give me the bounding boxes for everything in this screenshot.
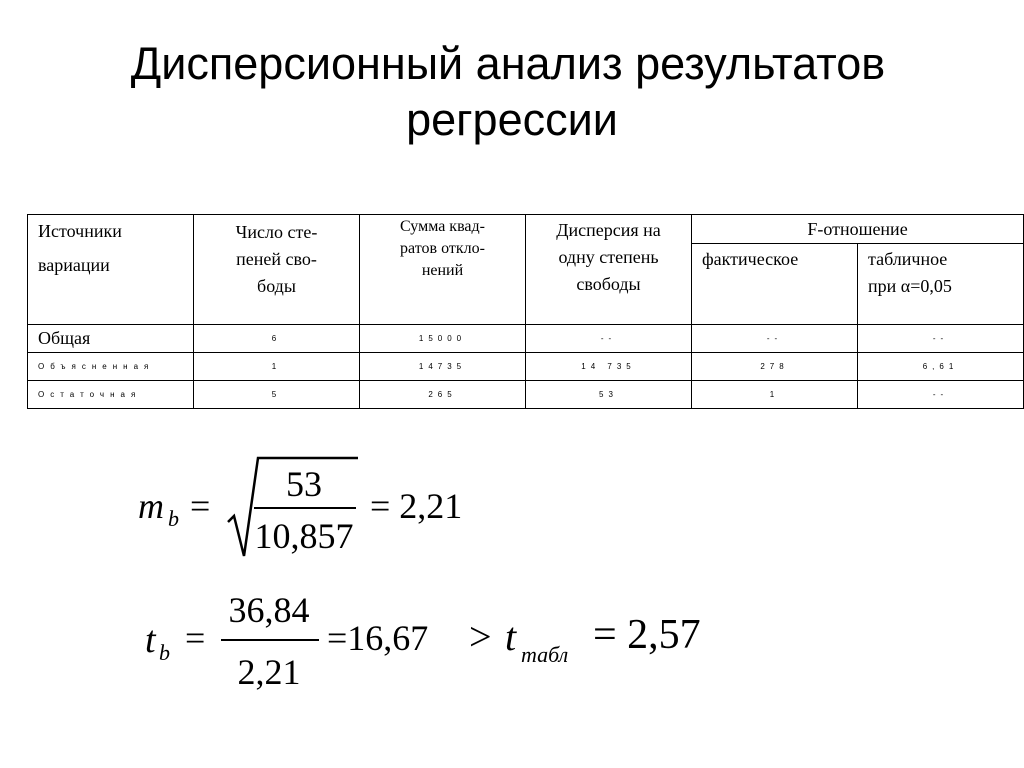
row-dof: 1	[194, 353, 360, 381]
header-source-line: вариации	[38, 255, 110, 275]
table-row	[28, 353, 1024, 381]
row-f-fact: 278	[692, 353, 858, 381]
mb-numerator: 53	[286, 464, 322, 504]
mb-equals: =	[190, 486, 211, 526]
header-source-line: Источники	[38, 221, 122, 241]
header-ss-line: нений	[421, 262, 464, 279]
header-ms-line: свободы	[576, 274, 641, 294]
header-f-table-line: при α=0,05	[868, 276, 952, 296]
header-f-table	[858, 244, 1024, 325]
mb-symbol: m	[138, 486, 164, 526]
header-dof	[194, 215, 360, 325]
row-ms: 14 735	[526, 353, 692, 381]
row-f-fact: 1	[692, 381, 858, 409]
table-row	[28, 381, 1024, 409]
tb-symbol: t	[145, 619, 156, 661]
row-f-table: 6,61	[858, 353, 1024, 381]
header-ms-line: одну степень	[558, 247, 659, 267]
tb-subscript: b	[159, 640, 170, 665]
tb-equals: =	[185, 618, 206, 658]
row-f-fact: --	[692, 325, 858, 353]
row-dof: 5	[194, 381, 360, 409]
row-dof: 6	[194, 325, 360, 353]
header-f-fact: фактическое	[692, 244, 858, 325]
header-ms-line: Дисперсия на	[556, 220, 661, 240]
row-f-table: --	[858, 381, 1024, 409]
mb-result: = 2,21	[370, 486, 463, 526]
header-row-1	[28, 215, 1024, 244]
row-ss: 15000	[360, 325, 526, 353]
row-name: Объясненная	[28, 353, 194, 381]
ttabl-symbol: t	[505, 614, 517, 659]
formula-tb	[143, 588, 743, 698]
header-dof-line: Число сте-	[235, 222, 318, 242]
ttabl-subscript: табл	[521, 642, 569, 667]
header-ss-line: ратов откло-	[400, 240, 485, 257]
ttabl-value: = 2,57	[593, 612, 701, 658]
tb-numerator: 36,84	[228, 590, 310, 630]
table-row	[28, 325, 1024, 353]
slide-title	[0, 36, 1024, 148]
row-name: Остаточная	[28, 381, 194, 409]
row-ms: --	[526, 325, 692, 353]
header-f-group: F-отношение	[692, 215, 1024, 244]
row-f-table: --	[858, 325, 1024, 353]
tb-denominator: 2,21	[237, 652, 301, 692]
mb-denominator: 10,857	[254, 516, 354, 556]
header-source	[28, 215, 194, 325]
header-ss-line: Сумма квад-	[400, 218, 485, 235]
mb-subscript: b	[168, 506, 179, 531]
header-dof-line: боды	[257, 276, 296, 296]
header-dof-line: пеней сво-	[236, 249, 317, 269]
row-ms: 53	[526, 381, 692, 409]
title-line-1: Дисперсионный анализ результатов	[130, 38, 886, 89]
row-ss: 265	[360, 381, 526, 409]
header-f-table-line: табличное	[868, 249, 948, 269]
row-ss: 14735	[360, 353, 526, 381]
tb-result: =16,67	[327, 618, 429, 658]
formula-mb	[134, 452, 494, 562]
row-name: Общая	[28, 325, 194, 353]
title-line-2: регрессии	[406, 94, 618, 145]
header-ss	[360, 215, 526, 325]
anova-table	[27, 214, 1024, 409]
header-ms	[526, 215, 692, 325]
tb-greater-than: >	[469, 614, 492, 659]
